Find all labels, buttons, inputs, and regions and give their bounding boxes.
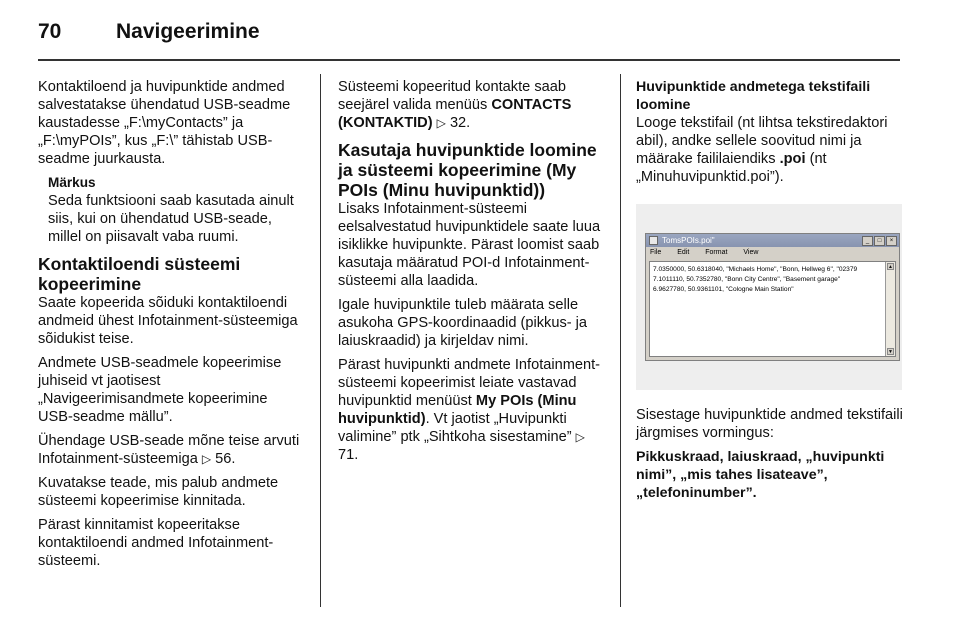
note-box xyxy=(38,174,306,246)
text-line: 7.0350000, 50.6318040, "Michaels Home", "Bonn, Hellweg 6", "02379 xyxy=(653,266,858,273)
paragraph-text: Süsteemi kopeeritud kontakte saab seejärel valida menüüs xyxy=(338,79,566,113)
page-reference[interactable]: 32. xyxy=(449,115,471,131)
screenshot-figure xyxy=(636,204,902,390)
scroll-up-icon[interactable]: ▲ xyxy=(888,264,893,270)
column-1 xyxy=(38,78,306,576)
menu-edit[interactable]: Edit xyxy=(677,249,690,256)
page-reference[interactable]: 56. xyxy=(215,451,236,467)
paragraph: Kuvatakse teade, mis palub andmete süsteemi kopeerimise kinnitada. xyxy=(38,475,279,509)
column-2 xyxy=(338,78,608,470)
paragraph: Lisaks Infotainment-süsteemi eelsalvestatud huvipunktidele saate luua isiklikke huvipunkte. Pärast loomist saab kasutaja määratud POI-d Infotainment-süsteemi alla laadida. xyxy=(338,201,601,289)
vertical-scrollbar[interactable] xyxy=(885,262,895,356)
page-reference-icon: ▷ xyxy=(201,452,212,466)
paragraph-text: Ühendage USB-seade mõne teise arvuti Infotainment-süsteemiga xyxy=(38,433,300,467)
note-title: Märkus xyxy=(48,175,96,190)
paragraph xyxy=(338,78,608,132)
note-text: Seda funktsiooni saab kasutada ainult siis, kui on ühendatud USB-seade, millel on piisavalt vaba ruumi. xyxy=(48,193,294,245)
menu-name: My POIs (Minu huvipunktid) xyxy=(338,393,577,427)
text-line: 6.9627780, 50.9361101, "Cologne Main Station" xyxy=(653,286,794,293)
paragraph xyxy=(38,432,306,468)
page-reference-icon: ▷ xyxy=(575,430,585,444)
paragraph-text: Looge tekstifail (nt lihtsa tekstiredaktori abil), andke sellele soovitud nimi ja määrake faililaiendiks xyxy=(636,115,888,167)
window-controls xyxy=(861,236,897,249)
editor-content xyxy=(653,265,883,295)
menu-view[interactable]: View xyxy=(743,249,759,256)
page-reference-icon: ▷ xyxy=(436,116,446,130)
scroll-down-icon[interactable]: ▼ xyxy=(888,349,893,355)
chapter-title: Navigeerimine xyxy=(116,20,260,43)
close-icon[interactable]: × xyxy=(886,236,897,246)
text-line: 7.1011110, 50.7352780, "Bonn City Centre", "Basement garage" xyxy=(653,276,841,283)
window-titlebar xyxy=(646,234,899,247)
paragraph xyxy=(636,114,906,186)
paragraph-text: Pärast huvipunkti andmete Infotainment-süsteemi kopeerimist leiate vastavad huvipunktid menüüst xyxy=(338,357,601,409)
header-rule xyxy=(38,59,900,61)
paragraph-text: (nt „Minuhuvipunktid.poi”). xyxy=(636,151,827,185)
text-editor-area[interactable] xyxy=(649,261,896,357)
menu-name: CONTACTS (KONTAKTID) xyxy=(338,97,572,131)
menu-format[interactable]: Format xyxy=(705,249,728,256)
section-heading: Kontaktiloendi süsteemi kopeerimine xyxy=(38,254,241,294)
paragraph: Pärast kinnitamist kopeeritakse kontaktiloendi andmed Infotainment-süsteemi. xyxy=(38,517,274,569)
file-extension: .poi xyxy=(779,151,806,167)
paragraph xyxy=(338,356,608,464)
minimize-icon[interactable]: _ xyxy=(862,236,873,246)
menu-file[interactable]: File xyxy=(650,249,662,256)
page-reference[interactable]: 71. xyxy=(338,447,359,463)
paragraph: Kontaktiloend ja huvipunktide andmed salvestatakse ühendatud USB-seadme kaustadesse „F:\myContacts” ja „F:\myPOIs”, kus „F:\” tähistab USB-seadme juurkausta. xyxy=(38,79,291,167)
paragraph: Igale huvipunktile tuleb määrata selle asukoha GPS-koordinaadid (pikkus- ja laiuskraadid) ja kirjeldav nimi. xyxy=(338,297,588,349)
paragraph-text: . Vt jaotist „Huvipunkti valimine” ptk „Sihtkoha sisestamine” xyxy=(338,411,576,445)
page-number: 70 xyxy=(38,20,62,43)
column-divider xyxy=(320,74,321,607)
column-3 xyxy=(636,78,906,508)
notepad-icon xyxy=(649,236,658,245)
subsection-heading: Huvipunktide andmetega tekstifaili loomine xyxy=(636,79,871,113)
paragraph: Saate kopeerida sõiduki kontaktiloendi andmeid ühest Infotainment-süsteemiga sõidukist teise. xyxy=(38,295,298,347)
notepad-window xyxy=(645,233,900,361)
paragraph: Andmete USB-seadmele kopeerimise juhiseid vt jaotisest „Navigeerimisandmete kopeerimine USB-seadme mällu”. xyxy=(38,355,282,425)
window-title: TomsPOIs.poi" xyxy=(662,236,715,245)
paragraph: Sisestage huvipunktide andmed tekstifaili järgmises vormingus: xyxy=(636,407,903,441)
section-heading: Kasutaja huvipunktide loomine ja süsteemi kopeerimine (My POIs (Minu huvipunktid)) xyxy=(338,140,597,200)
format-specification: Pikkuskraad, laiuskraad, „huvipunkti nimi”, „mis tahes lisateave”, „telefoninumber”. xyxy=(636,449,885,501)
column-divider xyxy=(620,74,621,607)
maximize-icon[interactable]: □ xyxy=(874,236,885,246)
